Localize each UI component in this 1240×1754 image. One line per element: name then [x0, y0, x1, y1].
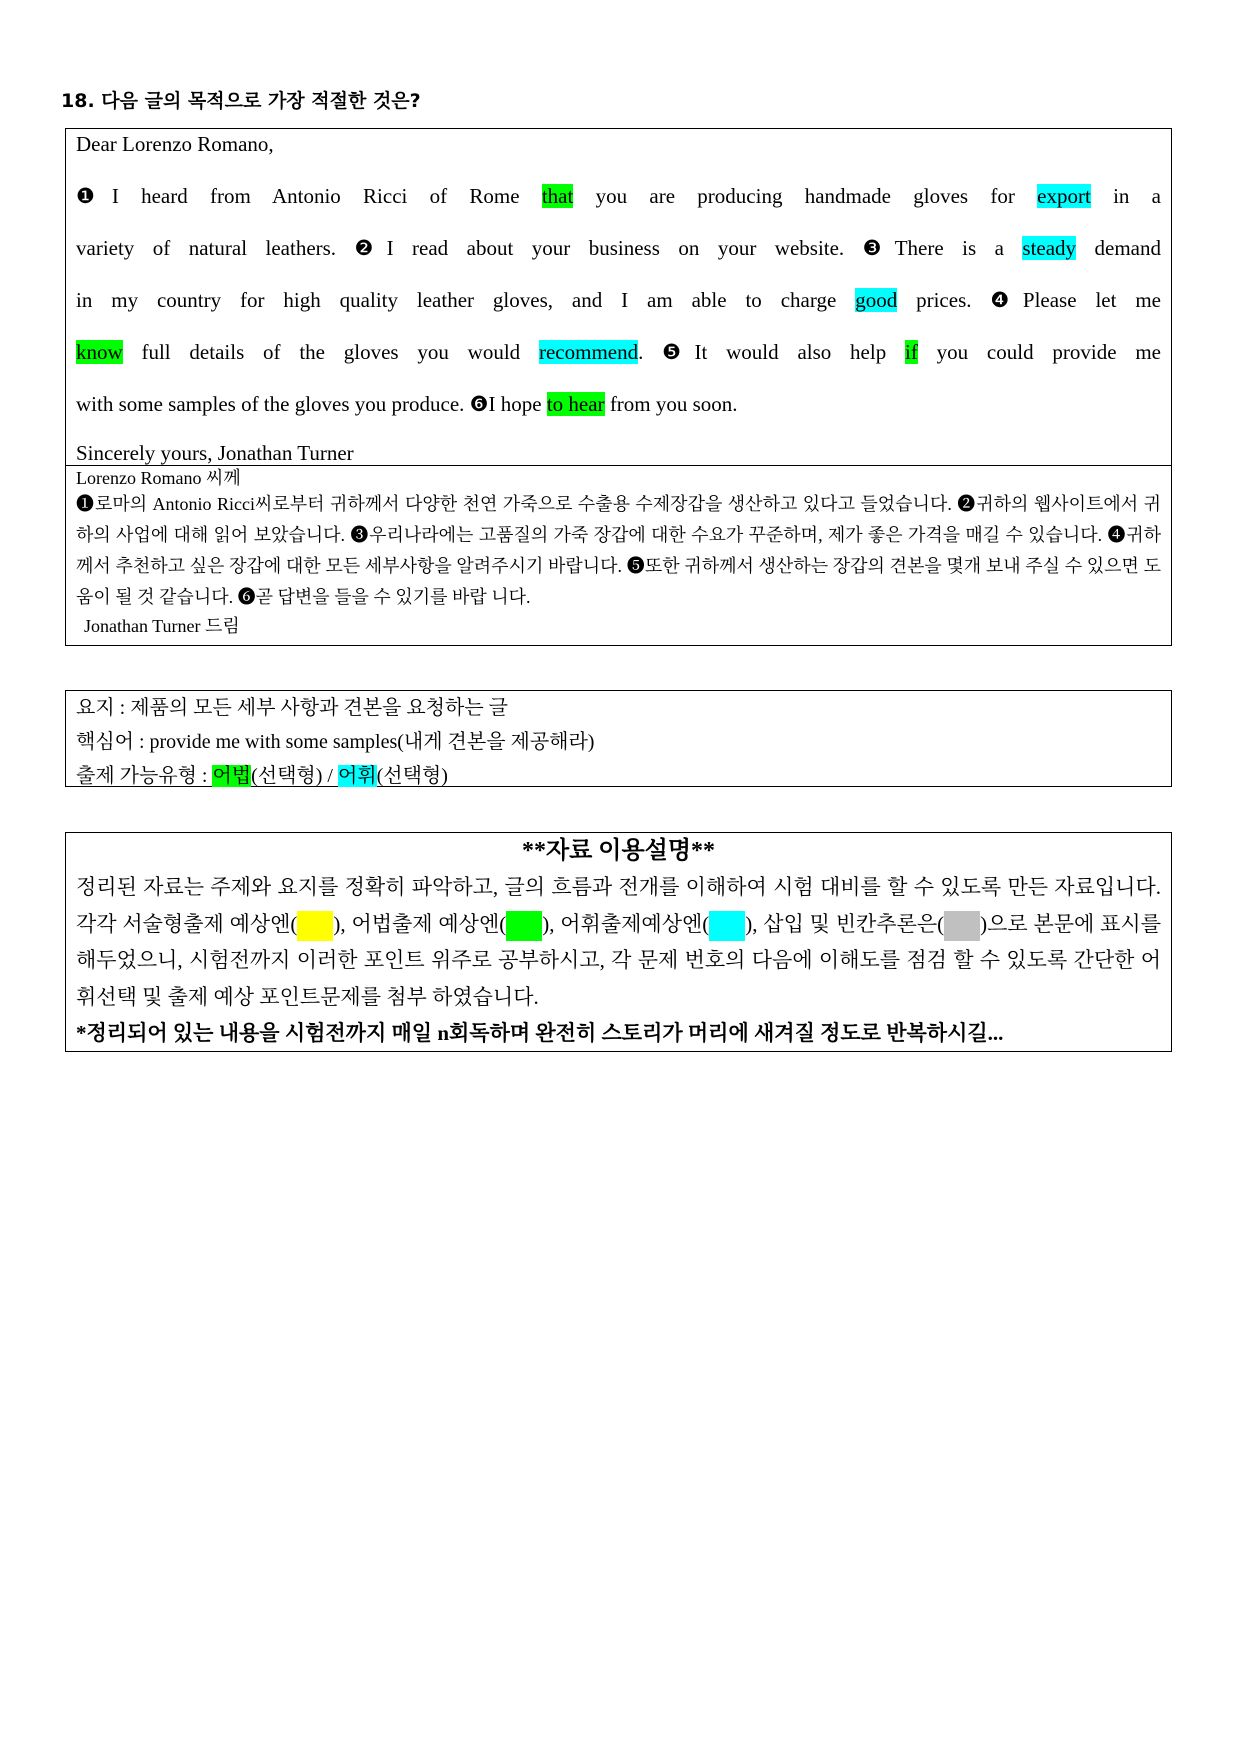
letter-greeting: Dear Lorenzo Romano,: [76, 132, 274, 156]
question-title: 18. 다음 글의 목적으로 가장 적절한 것은?: [61, 90, 421, 112]
highlighted-word: know: [76, 340, 123, 364]
guide-text: ), 삽입 및 빈칸추론은(: [745, 911, 945, 936]
highlighted-word: steady: [1022, 236, 1077, 260]
divider: [66, 465, 1171, 466]
letter-text: variety of natural leathers. ❷I read about your business on your website. ❸There is a: [76, 236, 1023, 260]
translation-greeting: Lorenzo Romano 씨께: [76, 468, 241, 488]
letter-text: full details of the gloves you would: [122, 340, 539, 364]
essay-color-swatch: [297, 911, 333, 941]
grammar-color-swatch: [506, 911, 542, 941]
guide-text: )으로 본문에 표시를 해두었으니, 시험전까지 이러한 포인트 위주로 공부하시고, 각 문제 번호의 다음에 이해도를 점검 할 수 있도록 간단한 어휘선택 및 출제 예상 포인트문제를 첨부 하였습니다.: [76, 911, 1161, 1009]
letter-text: from you soon.: [604, 392, 738, 416]
guide-note: *정리되어 있는 내용을 시험전까지 매일 n회독하며 완전히 스토리가 머리에 새겨질 정도로 반복하시길...: [76, 1021, 1004, 1045]
letter-english: [66, 129, 1171, 493]
letter-text: you are producing handmade gloves for: [573, 184, 1038, 208]
letter-text: in a: [1090, 184, 1161, 208]
highlighted-word: if: [905, 340, 918, 364]
type-vocab: 어휘: [337, 765, 377, 787]
type-suffix: (선택형): [376, 765, 448, 787]
letter-text: . ❺It would also help: [638, 340, 906, 364]
guide-text: ), 어법출제 예상엔(: [333, 911, 507, 936]
letter-text: demand: [1076, 236, 1161, 260]
type-grammar: 어법: [212, 765, 252, 787]
letter-text: you could provide me: [917, 340, 1161, 364]
summary-types: [76, 759, 1161, 793]
guide-box: [65, 832, 1172, 1052]
guide-heading: **자료 이용설명**: [521, 838, 716, 864]
letter-closing: Sincerely yours, Jonathan Turner: [76, 441, 354, 465]
highlighted-word: to hear: [546, 392, 605, 416]
letter-line: [76, 285, 1161, 337]
translation-closing: Jonathan Turner 드림: [84, 616, 240, 636]
vocab-color-swatch: [709, 911, 745, 941]
letter-line: [76, 337, 1161, 389]
types-label: 출제 가능유형 :: [76, 765, 213, 787]
guide-text: ), 어휘출제예상엔(: [542, 911, 710, 936]
letter-line: [76, 233, 1161, 285]
insert-color-swatch: [944, 911, 980, 941]
summary-box: [65, 690, 1172, 787]
guide-body: [76, 869, 1161, 1015]
highlighted-word: recommend: [538, 340, 639, 364]
guide-text: 정리된 자료는 주제와 요지를 정확히 파악하고, 글의 흐름과 전개를 이해하여 시험 대비를 할 수 있도록 만든 자료입니다. 각각 서술형출제 예상엔(: [76, 875, 1161, 936]
summary-gist: 요지 : 제품의 모든 세부 사항과 견본을 요청하는 글: [76, 697, 508, 719]
letter-line: [76, 389, 1161, 441]
letter-text: ❶I heard from Antonio Ricci of Rome: [76, 184, 542, 208]
letter-line: [76, 181, 1161, 233]
letter-box: [65, 128, 1172, 646]
letter-text: with some samples of the gloves you produce. ❻I hope: [76, 392, 547, 416]
type-suffix: (선택형) /: [251, 765, 338, 787]
translation-body: ❶로마의 Antonio Ricci씨로부터 귀하께서 다양한 천연 가죽으로 수출용 수제장갑을 생산하고 있다고 들었습니다. ❷귀하의 웹사이트에서 귀하의 사업에 대해 읽어 보았습니다. ❸우리나라에는 고품질의 가죽 장갑에 대한 수요가 꾸준하며, 제가 좋은 가격을 매길 수 있습니다. ❹귀하께서 추천하고 싶은 장갑에 대한 모든 세부사항을 알려주시기 바랍니다. ❺또한 귀하께서 생산하는 장갑의 견본을 몇개 보내 주실 수 있으면 도움이 될 것 같습니다. ❻곧 답변을 들을 수 있기를 바랍 니다.: [76, 494, 1161, 607]
letter-text: prices. ❹Please let me: [897, 288, 1161, 312]
highlighted-word: good: [855, 288, 898, 312]
summary-keyword: 핵심어 : provide me with some samples(내게 견본을 제공해라): [76, 731, 595, 753]
highlighted-word: export: [1037, 184, 1091, 208]
highlighted-word: that: [541, 184, 574, 208]
letter-text: in my country for high quality leather gloves, and I am able to charge: [76, 288, 856, 312]
letter-translation: [66, 467, 1171, 639]
